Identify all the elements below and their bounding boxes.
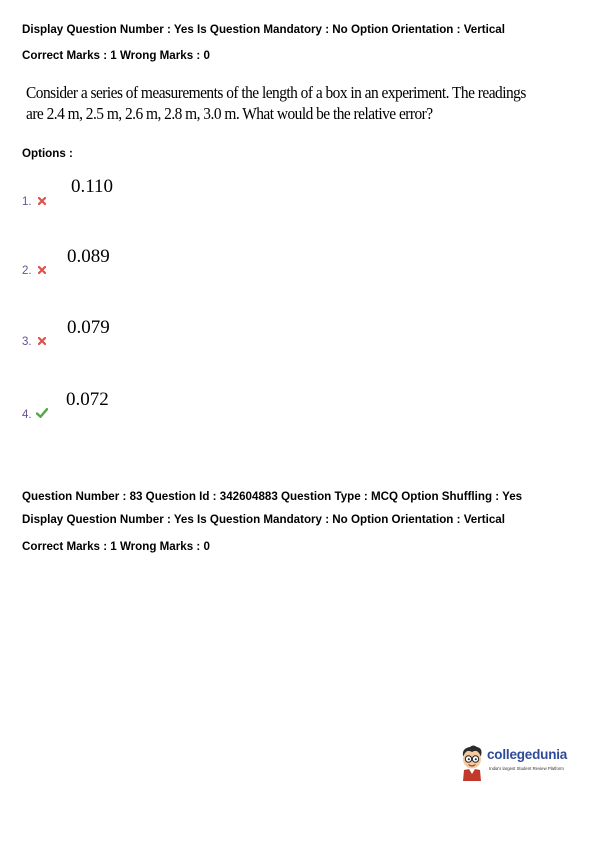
question-meta-marks: Correct Marks : 1 Wrong Marks : 0 <box>22 49 210 62</box>
question-line-2: are 2.4 m, 2.5 m, 2.6 m, 2.8 m, 3.0 m. What would be the relative error? <box>26 104 433 123</box>
next-question-meta: Question Number : 83 Question Id : 342604883 Question Type : MCQ Option Shuffling : Yes <box>22 490 523 503</box>
cross-icon <box>38 197 46 205</box>
student-mascot-icon <box>458 744 486 782</box>
question-text <box>26 82 526 124</box>
options-label: Options : <box>22 147 73 160</box>
question-line-1: Consider a series of measurements of the length of a box in an experiment. The readings <box>26 83 526 102</box>
collegedunia-logo <box>458 744 578 784</box>
cross-icon <box>38 337 46 345</box>
brand-tagline: India's largest Student Review Platform <box>489 766 564 771</box>
option-1-value: 0.110 <box>71 176 114 197</box>
brand-name: collegedunia <box>487 747 568 762</box>
next-question-marks: Correct Marks : 1 Wrong Marks : 0 <box>22 540 210 553</box>
option-2-number: 2. <box>22 265 32 277</box>
option-2-value: 0.089 <box>67 246 110 267</box>
option-1-number: 1. <box>22 196 32 208</box>
question-meta-display: Display Question Number : Yes Is Question Mandatory : No Option Orientation : Vertical <box>22 23 505 36</box>
option-3-value: 0.079 <box>67 317 110 338</box>
option-3-number: 3. <box>22 336 32 348</box>
option-4-value: 0.072 <box>66 389 109 410</box>
check-icon <box>36 408 48 418</box>
cross-icon <box>38 266 46 274</box>
next-question-display: Display Question Number : Yes Is Question Mandatory : No Option Orientation : Vertical <box>22 513 505 526</box>
option-4-number: 4. <box>22 409 32 421</box>
